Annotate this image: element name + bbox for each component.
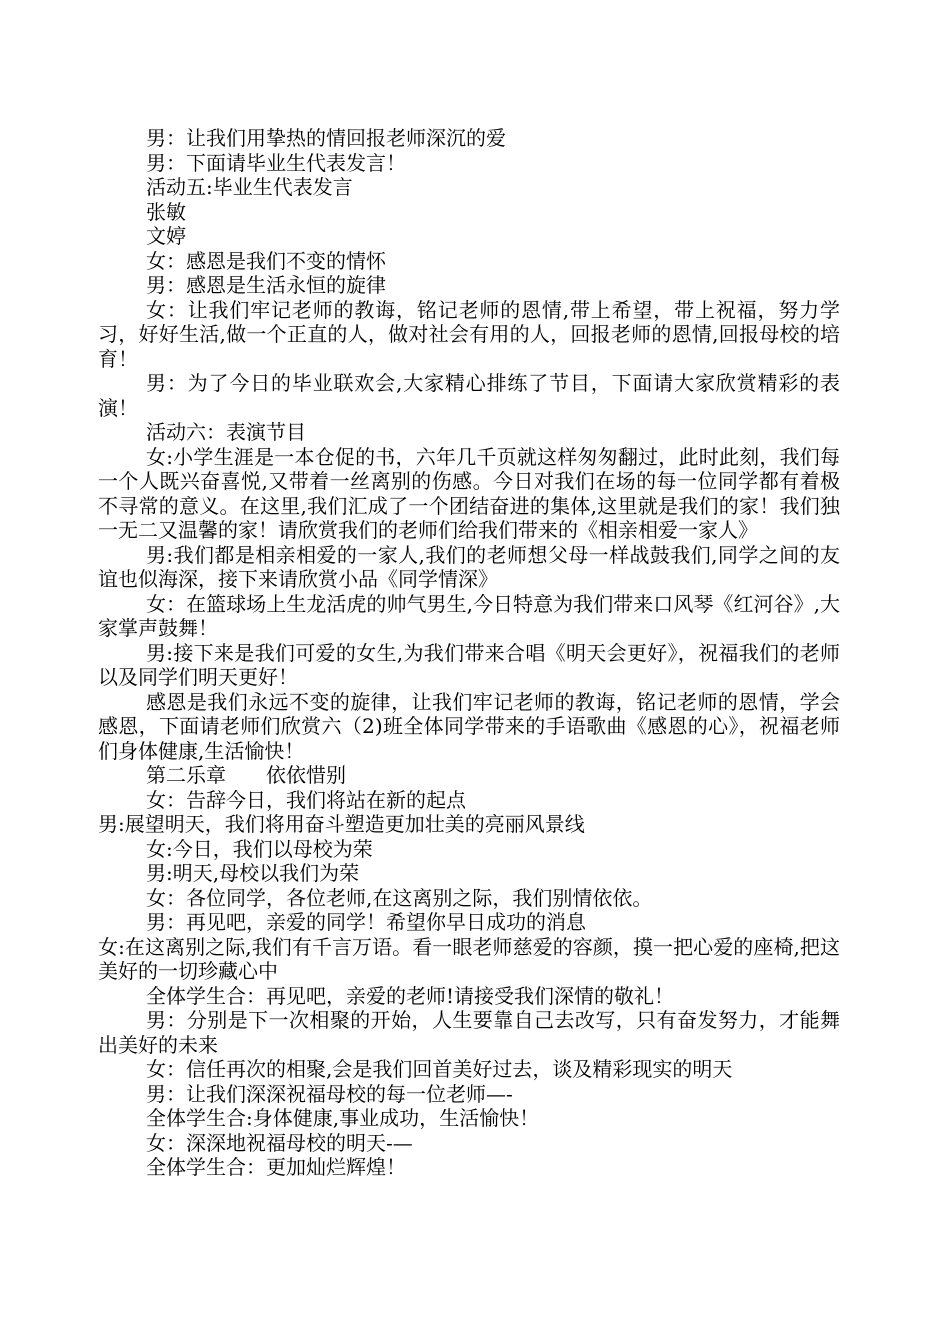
paragraph: 全体学生合：更加灿烂辉煌！ [146, 1155, 406, 1179]
document-body [98, 126, 840, 1180]
paragraph: 女：信任再次的相聚,会是我们回首美好过去，谈及精彩现实的明天 [146, 1057, 733, 1081]
paragraph: 男：再见吧，亲爱的同学！希望你早日成功的消息 [146, 910, 586, 934]
paragraph: 男：为了今日的毕业联欢会,大家精心排练了节目，下面请大家欣赏精彩的表演！ [98, 371, 840, 420]
paragraph: 女：深深地祝福母校的明天-— [146, 1130, 413, 1155]
paragraph: 男:明天,母校以我们为荣 [146, 861, 360, 885]
paragraph: 男：感恩是生活永恒的旋律 [146, 273, 386, 297]
speaker-name: 文婷 [146, 224, 186, 248]
paragraph: 女：各位同学，各位老师,在这离别之际，我们别情依依。 [146, 885, 653, 910]
speaker-name: 张敏 [146, 199, 186, 224]
paragraph: 男:接下来是我们可爱的女生,为我们带来合唱《明天会更好》，祝福我们的老师以及同学们明天更好！ [98, 640, 840, 689]
chapter-heading: 第二乐章 依依惜别 [146, 763, 346, 787]
paragraph: 女:今日，我们以母校为荣 [146, 836, 373, 861]
paragraph: 女:小学生涯是一本仓促的书，六年几千页就这样匆匆翻过，此时此刻，我们每一个人既兴奋喜悦,又带着一丝离别的伤感。今日对我们在场的每一位同学都有着极不寻常的意义。在这里,我们汇成了一个团结奋进的集体,这里就是我们的家！我们独一无二又温馨的家！请欣赏我们的老师们给我们带来的《相亲相爱一家人》 [98, 444, 840, 542]
paragraph: 女：感恩是我们不变的情怀 [146, 248, 386, 273]
paragraph: 女：让我们牢记老师的教诲，铭记老师的恩情,带上希望，带上祝福，努力学习，好好生活,做一个正直的人，做对社会有用的人，回报老师的恩情,回报母校的培育！ [98, 297, 840, 371]
paragraph: 感恩是我们永远不变的旋律，让我们牢记老师的教诲，铭记老师的恩情，学会感恩，下面请老师们欣赏六（2)班全体同学带来的手语歌曲《感恩的心》，祝福老师们身体健康,生活愉快！ [98, 689, 840, 763]
paragraph: 男:展望明天，我们将用奋斗塑造更加壮美的亮丽风景线 [98, 812, 585, 836]
section-heading: 活动六：表演节目 [146, 420, 306, 444]
paragraph: 男：让我们用挚热的情回报老师深沉的爱 [146, 126, 506, 150]
paragraph: 男：让我们深深祝福母校的每一位老师—- [146, 1081, 513, 1106]
paragraph: 女：在篮球场上生龙活虎的帅气男生,今日特意为我们带来口风琴《红河谷》,大家掌声鼓舞！ [98, 591, 840, 640]
paragraph: 女：告辞今日，我们将站在新的起点 [146, 787, 466, 812]
paragraph: 全体学生合：再见吧，亲爱的老师!请接受我们深情的敬礼！ [146, 983, 675, 1008]
paragraph: 男：分别是下一次相聚的开始，人生要靠自己去改写，只有奋发努力，才能舞出美好的未来 [98, 1008, 840, 1057]
paragraph: 全体学生合:身体健康,事业成功，生活愉快！ [146, 1106, 540, 1130]
paragraph: 男：下面请毕业生代表发言！ [146, 150, 406, 175]
section-heading: 活动五:毕业生代表发言 [146, 175, 353, 199]
paragraph: 男:我们都是相亲相爱的一家人,我们的老师想父母一样战鼓我们,同学之间的友谊也似海深，接下来请欣赏小品《同学情深》 [98, 542, 840, 591]
paragraph: 女:在这离别之际,我们有千言万语。看一眼老师慈爱的容颜，摸一把心爱的座椅,把这美好的一切珍藏心中 [98, 934, 840, 983]
